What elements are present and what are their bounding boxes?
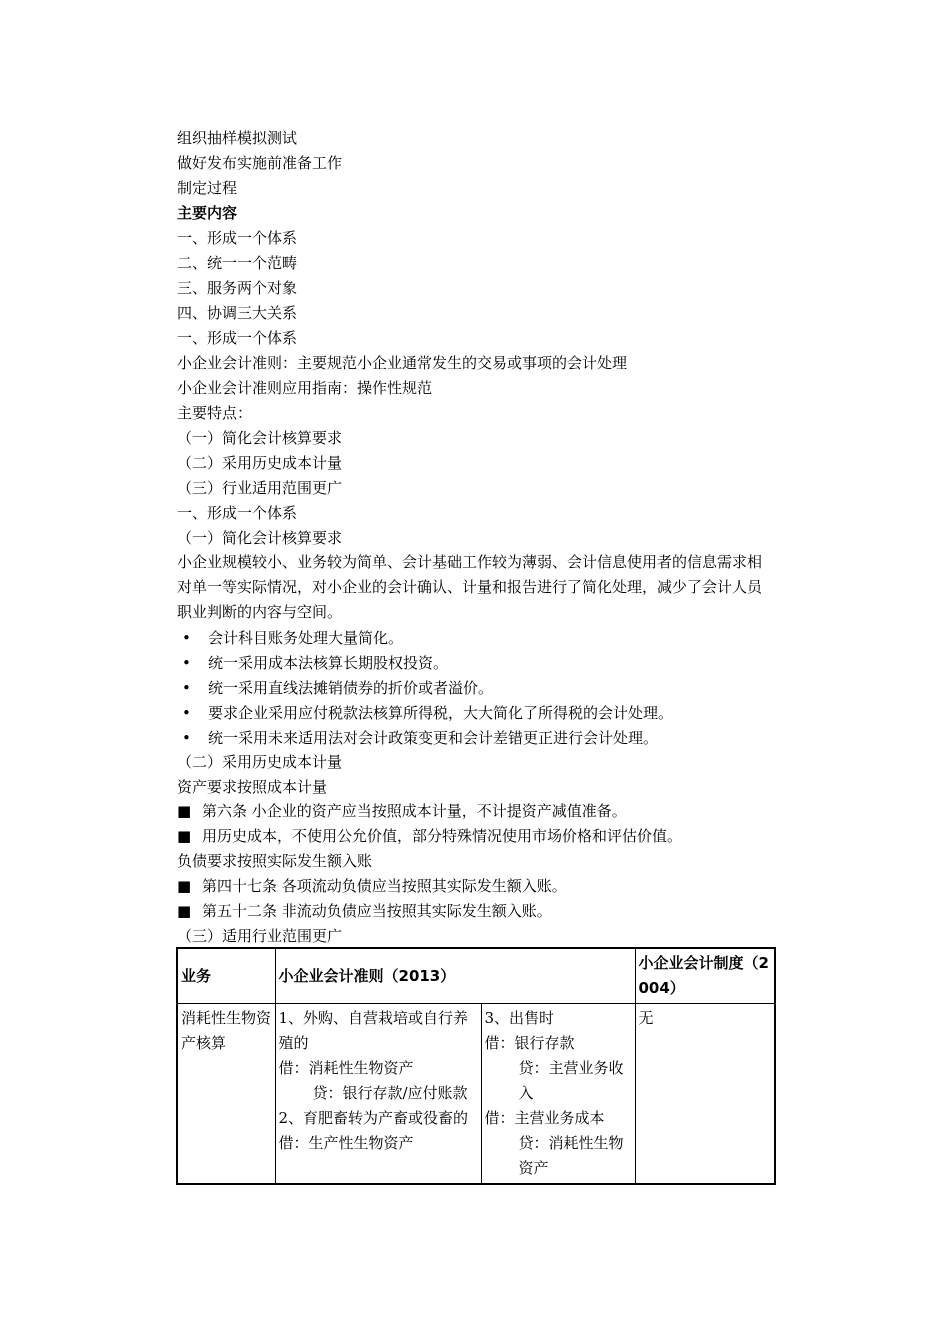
text-line: 做好发布实施前准备工作 [177,154,343,172]
subheading: （三）适用行业范围更广 [177,927,343,945]
bullet-icon: • [182,729,191,747]
cell-line: 贷：主营业务收入 [518,1059,624,1102]
text-line: 负债要求按照实际发生额入账 [177,852,373,870]
text-line: 资产要求按照成本计量 [177,778,328,796]
square-bullet-icon: ■ [177,827,192,845]
cell-line: 2、育肥畜转为产畜或役畜的 [278,1109,469,1127]
comparison-table [176,947,776,1185]
outline-item: 一、形成一个体系 [177,504,298,522]
bullet-item [182,678,493,698]
square-bullet-icon: ■ [177,902,192,920]
header-system: 小企业会计制度（2004） [635,948,775,1004]
cell-standard-part1 [275,1004,481,1185]
cell-line: 3、出售时 [484,1009,555,1027]
square-item [177,801,627,821]
cell-line: 借：主营业务成本 [484,1109,605,1127]
square-bullet-icon: ■ [177,877,192,895]
outline-item: 二、统一一个范畴 [177,254,298,272]
header-standard: 小企业会计准则（2013） [275,948,635,1004]
outline-item: （三）行业适用范围更广 [177,479,343,497]
cell-line: 借：银行存款 [484,1034,575,1052]
bullet-icon: • [182,704,191,722]
section-title: 主要内容 [177,204,238,222]
square-bullet-icon: ■ [177,802,192,820]
bullet-icon: • [182,679,191,697]
bullet-icon: • [182,629,191,647]
outline-item: 三、服务两个对象 [177,279,298,297]
square-item [177,901,552,921]
item-text: 第五十二条 非流动负债应当按照其实际发生额入账。 [202,902,552,920]
square-item [177,826,682,846]
outline-item: 小企业会计准则：主要规范小企业通常发生的交易或事项的会计处理 [177,354,628,372]
body-paragraph: 小企业规模较小、业务较为简单、会计基础工作较为薄弱、会计信息使用者的信息需求相对单一等实际情况，对小企业的会计确认、计量和报告进行了简化处理，减少了会计人员职业判断的内容与空间。 [177,553,763,621]
item-text: 用历史成本，不使用公允价值，部分特殊情况使用市场价格和评估价值。 [202,827,683,845]
square-item [177,876,567,896]
item-text: 第六条 小企业的资产应当按照成本计量，不计提资产减值准备。 [202,802,627,820]
item-text: 第四十七条 各项流动负债应当按照其实际发生额入账。 [202,877,567,895]
outline-item: （二）采用历史成本计量 [177,454,343,472]
bullet-text: 会计科目账务处理大量简化。 [208,629,404,647]
bullet-text: 统一采用直线法摊销债券的折价或者溢价。 [208,679,494,697]
bullet-icon: • [182,654,191,672]
subheading: （二）采用历史成本计量 [177,753,343,771]
header-business: 业务 [177,948,275,1004]
table-row [177,1004,775,1185]
bullet-text: 要求企业采用应付税款法核算所得税，大大简化了所得税的会计处理。 [208,704,674,722]
cell-line: 1、外购、自营栽培或自行养殖的 [278,1009,469,1052]
cell-business: 消耗性生物资产核算 [177,1004,275,1185]
outline-item: （一）简化会计核算要求 [177,529,343,547]
outline-item: 一、形成一个体系 [177,229,298,247]
bullet-item [182,628,403,648]
text-line: 组织抽样模拟测试 [177,129,298,147]
outline-item: （一）简化会计核算要求 [177,429,343,447]
bullet-item [182,703,673,723]
outline-item: 主要特点： [177,404,253,422]
bullet-item [182,653,448,673]
bullet-text: 统一采用未来适用法对会计政策变更和会计差错更正进行会计处理。 [208,729,659,747]
bullet-text: 统一采用成本法核算长期股权投资。 [208,654,449,672]
table-header-row [177,948,775,1004]
outline-item: 四、协调三大关系 [177,304,298,322]
text-line: 制定过程 [177,179,238,197]
cell-standard-part2 [481,1004,635,1185]
outline-item: 小企业会计准则应用指南：操作性规范 [177,379,433,397]
cell-line: 借：消耗性生物资产 [278,1059,414,1077]
cell-line: 借：生产性生物资产 [278,1134,414,1152]
outline-item: 一、形成一个体系 [177,329,298,347]
cell-line: 贷：银行存款/应付账款 [312,1084,468,1102]
cell-system: 无 [635,1004,775,1185]
bullet-item [182,728,658,748]
cell-line: 贷：消耗性生物资产 [518,1134,624,1177]
